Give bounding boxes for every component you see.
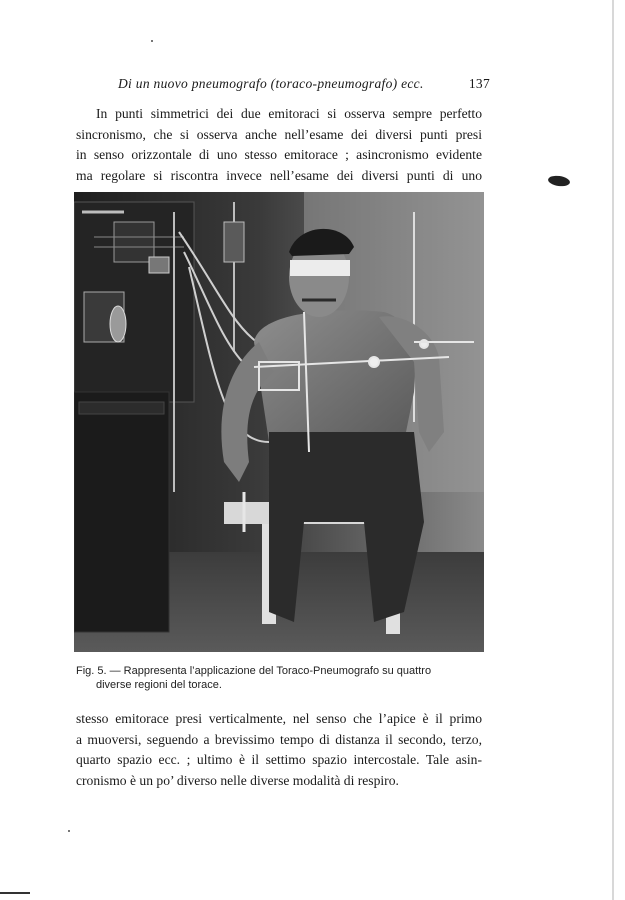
paragraph-line: cronismo è un po’ diverso nelle diverse modalità di respiro. xyxy=(76,772,399,788)
paragraph-line: ma regolare si riscontra invece nell’esame dei diversi punti di uno xyxy=(76,167,482,183)
paragraph-line: a muoversi, seguendo a brevissimo tempo di distanza il secondo, terzo, xyxy=(76,731,482,747)
photo-illustration xyxy=(74,192,484,652)
blindfold xyxy=(290,260,350,276)
speck xyxy=(68,830,70,832)
paragraph-line: stesso emitorace presi verticalmente, nel senso che l’apice è il primo xyxy=(76,711,482,726)
figure-photograph xyxy=(74,192,484,652)
caption-line: diverse regioni del torace. xyxy=(96,679,222,691)
figure-caption xyxy=(76,664,484,692)
margin-mark xyxy=(0,892,30,894)
paragraph-line: In punti simmetrici dei due emitoraci si osserva sempre perfetto xyxy=(96,106,482,121)
running-head-title: Di un nuovo pneumografo (toraco-pneumografo) ecc. xyxy=(118,76,424,91)
paragraph-line: in senso orizzontale di uno stesso emitorace ; asincronismo evidente xyxy=(76,147,482,163)
speck xyxy=(151,40,153,42)
paragraph-line: quarto spazio ecc. ; ultimo è il settimo spazio intercostale. Tale asin- xyxy=(76,752,482,768)
running-head xyxy=(118,76,490,92)
paragraph-1 xyxy=(76,104,482,186)
caption-line: Fig. 5. — Rappresenta l’applicazione del Toraco-Pneumografo su quattro xyxy=(76,665,432,677)
paragraph-2 xyxy=(76,709,482,791)
paragraph-line: sincronismo, che si osserva anche nell’esame dei diversi punti presi xyxy=(76,126,482,142)
ink-blot xyxy=(547,175,570,188)
page-number: 137 xyxy=(468,76,490,91)
page-edge xyxy=(612,0,614,900)
